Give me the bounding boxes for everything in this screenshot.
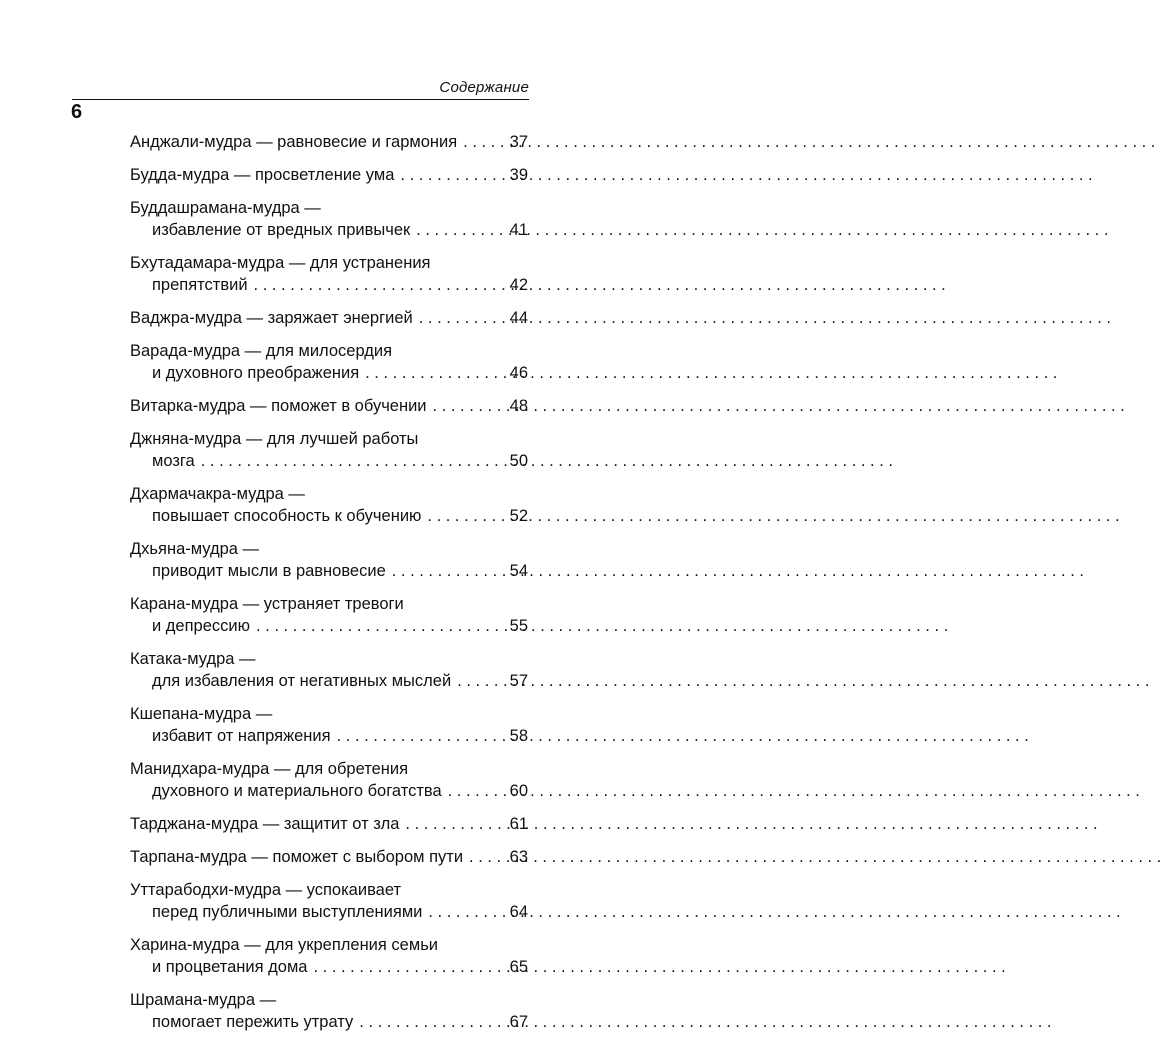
dot-leader xyxy=(313,956,503,978)
toc-entry-subtitle: духовного и материального богатства xyxy=(152,782,442,800)
dot-leader xyxy=(428,901,503,923)
dot-leader xyxy=(448,780,503,802)
toc-entry xyxy=(130,131,528,153)
toc-entry-subtitle: для избавления от негативных мыслей xyxy=(152,672,452,690)
toc-page-number: 58 xyxy=(509,727,528,745)
dot-leader xyxy=(365,362,503,384)
toc-page-number: 37 xyxy=(509,133,528,151)
toc-page-number: 44 xyxy=(509,309,528,327)
toc-page-number: 50 xyxy=(509,452,528,470)
toc-entry xyxy=(130,307,528,329)
toc-entry-row xyxy=(130,362,528,384)
dot-leader xyxy=(359,1011,503,1033)
toc-entry-title: Ваджра-мудра — заряжает энергией xyxy=(130,309,413,327)
toc-entry-title: Шрамана-мудра — xyxy=(130,991,277,1009)
table-of-contents xyxy=(130,131,528,1044)
toc-page-number: 57 xyxy=(509,672,528,690)
toc-entry xyxy=(130,934,528,978)
toc-entry xyxy=(130,593,528,637)
toc-entry-subtitle: препятствий xyxy=(152,276,248,294)
dot-leader xyxy=(469,846,503,868)
toc-entry-title: Варада-мудра — для милосердия xyxy=(130,342,393,360)
toc-entry-title: Кшепана-мудра — xyxy=(130,705,273,723)
toc-entry-title: Бхутадамара-мудра — для устранения xyxy=(130,254,431,272)
toc-entry xyxy=(130,164,528,186)
header-rule xyxy=(72,99,529,100)
dot-leader xyxy=(419,307,503,329)
dot-leader xyxy=(256,615,503,637)
dot-leader xyxy=(433,395,503,417)
toc-page-number: 39 xyxy=(509,166,528,184)
dot-leader xyxy=(201,450,503,472)
toc-entry-subtitle: мозга xyxy=(152,452,195,470)
toc-entry-title: Манидхара-мудра — для обретения xyxy=(130,760,409,778)
toc-entry-title: Уттарабодхи-мудра — успокаивает xyxy=(130,881,402,899)
dot-leader xyxy=(392,560,503,582)
toc-entry-title: Дхьяна-мудра — xyxy=(130,540,260,558)
toc-entry-subtitle: избавит от напряжения xyxy=(152,727,331,745)
toc-entry-title: Витарка-мудра — поможет в обучении xyxy=(130,397,427,415)
toc-page-number: 42 xyxy=(509,276,528,294)
toc-entry-row xyxy=(130,131,528,153)
toc-entry-row xyxy=(130,164,528,186)
toc-entry xyxy=(130,395,528,417)
toc-page-number: 61 xyxy=(509,815,528,833)
toc-page-number: 41 xyxy=(509,221,528,239)
toc-page-number: 48 xyxy=(509,397,528,415)
toc-entry xyxy=(130,648,528,692)
toc-entry-title: Карана-мудра — устраняет тревоги xyxy=(130,595,404,613)
toc-page-number: 52 xyxy=(509,507,528,525)
toc-entry-row xyxy=(130,901,528,923)
toc-page-number: 65 xyxy=(509,958,528,976)
toc-entry-subtitle: и духовного преображения xyxy=(152,364,360,382)
toc-entry-row xyxy=(130,560,528,582)
dot-leader xyxy=(416,219,503,241)
toc-entry-title: Катака-мудра — xyxy=(130,650,256,668)
toc-entry xyxy=(130,538,528,582)
toc-entry-row xyxy=(130,505,528,527)
toc-entry-row xyxy=(130,670,528,692)
toc-entry-title: Харина-мудра — для укрепления семьи xyxy=(130,936,439,954)
toc-entry-row xyxy=(130,307,528,329)
toc-page-number: 55 xyxy=(509,617,528,635)
dot-leader xyxy=(400,164,503,186)
toc-page-number: 54 xyxy=(509,562,528,580)
toc-page-number: 64 xyxy=(509,903,528,921)
toc-entry xyxy=(130,252,528,296)
dot-leader xyxy=(337,725,503,747)
running-head-title: Содержание xyxy=(439,79,529,96)
toc-entry-title: Буддашрамана-мудра — xyxy=(130,199,321,217)
toc-entry xyxy=(130,846,528,868)
toc-entry xyxy=(130,483,528,527)
toc-entry-row xyxy=(130,219,528,241)
toc-entry xyxy=(130,428,528,472)
toc-entry-title: Джняна-мудра — для лучшей работы xyxy=(130,430,419,448)
toc-entry-subtitle: и депрессию xyxy=(152,617,250,635)
toc-page-number: 60 xyxy=(509,782,528,800)
toc-entry xyxy=(130,197,528,241)
toc-entry-subtitle: и процветания дома xyxy=(152,958,308,976)
dot-leader xyxy=(405,813,503,835)
toc-entry xyxy=(130,813,528,835)
toc-entry xyxy=(130,989,528,1033)
toc-entry-row xyxy=(130,395,528,417)
toc-entry xyxy=(130,703,528,747)
toc-entry-row xyxy=(130,846,528,868)
toc-entry-subtitle: перед публичными выступлениями xyxy=(152,903,423,921)
toc-entry-row xyxy=(130,1011,528,1033)
toc-entry-row xyxy=(130,450,528,472)
toc-entry-row xyxy=(130,274,528,296)
toc-entry-row xyxy=(130,813,528,835)
toc-entry-title: Дхармачакра-мудра — xyxy=(130,485,305,503)
toc-entry-title: Тарпана-мудра — поможет с выбором пути xyxy=(130,848,464,866)
toc-entry-subtitle: избавление от вредных привычек xyxy=(152,221,411,239)
toc-entry xyxy=(130,340,528,384)
dot-leader xyxy=(254,274,503,296)
toc-entry-subtitle: помогает пережить утрату xyxy=(152,1013,354,1031)
toc-entry xyxy=(130,758,528,802)
page-number: 6 xyxy=(71,101,83,123)
toc-entry xyxy=(130,879,528,923)
toc-page-number: 67 xyxy=(509,1013,528,1031)
toc-entry-subtitle: повышает способность к обучению xyxy=(152,507,422,525)
toc-entry-title: Будда-мудра — просветление ума xyxy=(130,166,395,184)
toc-page-number: 46 xyxy=(509,364,528,382)
toc-entry-subtitle: приводит мысли в равновесие xyxy=(152,562,386,580)
toc-entry-title: Тарджана-мудра — защитит от зла xyxy=(130,815,400,833)
toc-page-number: 63 xyxy=(509,848,528,866)
dot-leader xyxy=(463,131,503,153)
toc-entry-title: Анджали-мудра — равновесие и гармония xyxy=(130,133,458,151)
toc-entry-row xyxy=(130,780,528,802)
toc-entry-row xyxy=(130,615,528,637)
dot-leader xyxy=(457,670,503,692)
toc-entry-row xyxy=(130,725,528,747)
dot-leader xyxy=(427,505,503,527)
toc-entry-row xyxy=(130,956,528,978)
